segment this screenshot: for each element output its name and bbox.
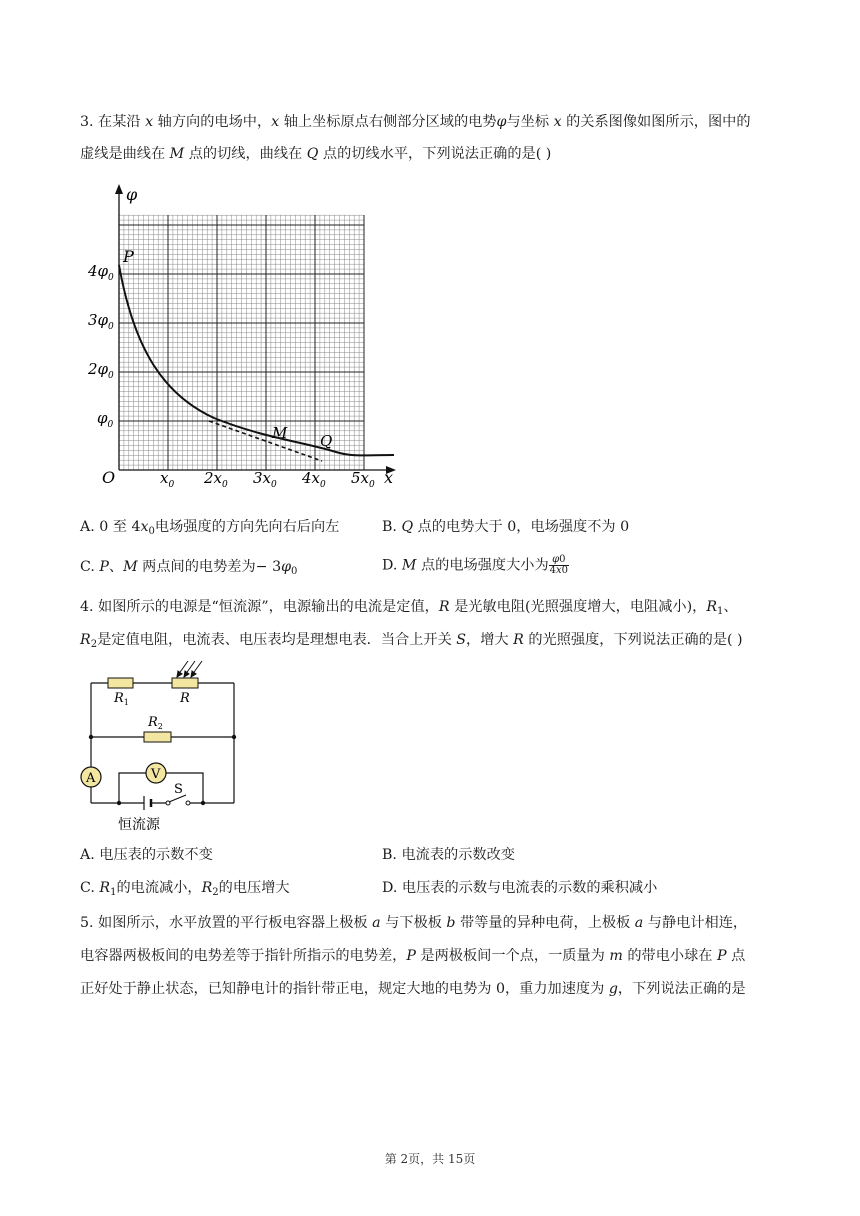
point-label-m: M <box>272 424 288 442</box>
x-tick-x0: $x_0$ <box>160 469 175 490</box>
x-tick-3x0: $3x_0$ <box>253 469 277 490</box>
q4-circuit-diagram <box>76 655 246 835</box>
q4-option-d[interactable]: D. 电压表的示数与电流表的示数的乘积减小 <box>382 880 658 896</box>
fraction-phi0-over-4x0: $\frac{\varphi 0}{4x0}$ <box>549 554 569 576</box>
label-r1: $R_1$ <box>114 691 129 707</box>
y-tick-3phi0: $3\varphi_0$ <box>88 311 114 332</box>
page-footer: 第 2页，共 15页 <box>384 1152 476 1166</box>
q5-stem-line-1: 5. 如图所示，水平放置的平行板电容器上极板 a 与下极板 b 带等量的异种电荷，上极板 a 与静电计相连， <box>80 915 748 931</box>
q4-stem-line-1: 4. 如图所示的电源是“恒流源”，电源输出的电流是定值，R 是光敏电阻(光照强度增大，电阻减小)，$R_1$、 <box>80 599 738 617</box>
q3-option-c[interactable]: C. P、M 两点间的电势差为− $3\varphi_0$ <box>80 559 298 577</box>
label-switch: S <box>174 782 183 797</box>
q5-stem-line-2: 电容器两极板间的电势差等于指针所指示的电势差，P 是两极板间一个点，一质量为 m 的带电小球在 P 点 <box>80 948 746 964</box>
svg-text:V: V <box>151 767 161 782</box>
x-tick-4x0: $4x_0$ <box>302 469 326 490</box>
point-label-q: Q <box>320 432 333 450</box>
q4-option-a[interactable]: A. 电压表的示数不变 <box>80 847 213 863</box>
x-tick-5x0: $5x_0$ <box>351 469 375 490</box>
y-tick-phi0: $\varphi_0$ <box>97 409 114 430</box>
y-tick-4phi0: $4\varphi_0$ <box>88 262 114 283</box>
y-axis-label: φ <box>126 185 138 204</box>
q4-stem-line-2: $R_2$是定值电阻，电流表、电压表均是理想电表．当合上开关 S，增大 R 的光照强度，下列说法正确的是( ) <box>80 632 743 650</box>
label-source: 恒流源 <box>118 817 160 833</box>
x-axis-label: x <box>384 468 394 487</box>
q4-option-b[interactable]: B. 电流表的示数改变 <box>382 847 515 863</box>
q3-potential-graph <box>84 180 404 490</box>
svg-text:A: A <box>86 771 96 786</box>
label-r: R <box>180 691 190 706</box>
q4-option-c[interactable]: C. $R_1$的电流减小，$R_2$的电压增大 <box>80 880 290 898</box>
resistor-r1 <box>108 678 133 688</box>
q5-stem-line-3: 正好处于静止状态，已知静电计的指针带正电，规定大地的电势为 0，重力加速度为 g，下列说法正确的是 <box>80 981 746 997</box>
q3-stem-line-1: 3. 在某沿 x 轴方向的电场中，x 轴上坐标原点右侧部分区域的电势φ与坐标 x 的关系图像如图所示，图中的 <box>80 114 751 130</box>
origin-label: O <box>102 468 116 487</box>
light-arrows-icon <box>177 661 202 677</box>
label-r2: $R_2$ <box>148 715 163 731</box>
point-label-p: P <box>123 247 134 266</box>
q3-option-a[interactable]: A. 0 至 $4x_0$电场强度的方向先向右后向左 <box>80 519 340 537</box>
q3-option-b[interactable]: B. Q 点的电势大于 0，电场强度不为 0 <box>382 519 630 535</box>
photoresistor-r <box>172 678 198 688</box>
x-tick-2x0: $2x_0$ <box>204 469 228 490</box>
q3-stem-line-2: 虚线是曲线在 M 点的切线，曲线在 Q 点的切线水平，下列说法正确的是( ) <box>80 146 552 162</box>
resistor-r2 <box>144 732 171 742</box>
q3-option-d[interactable]: D. M 点的电场强度大小为 $\frac{\varphi 0}{4x0}$ <box>382 554 569 576</box>
y-tick-2phi0: $2\varphi_0$ <box>88 360 114 381</box>
